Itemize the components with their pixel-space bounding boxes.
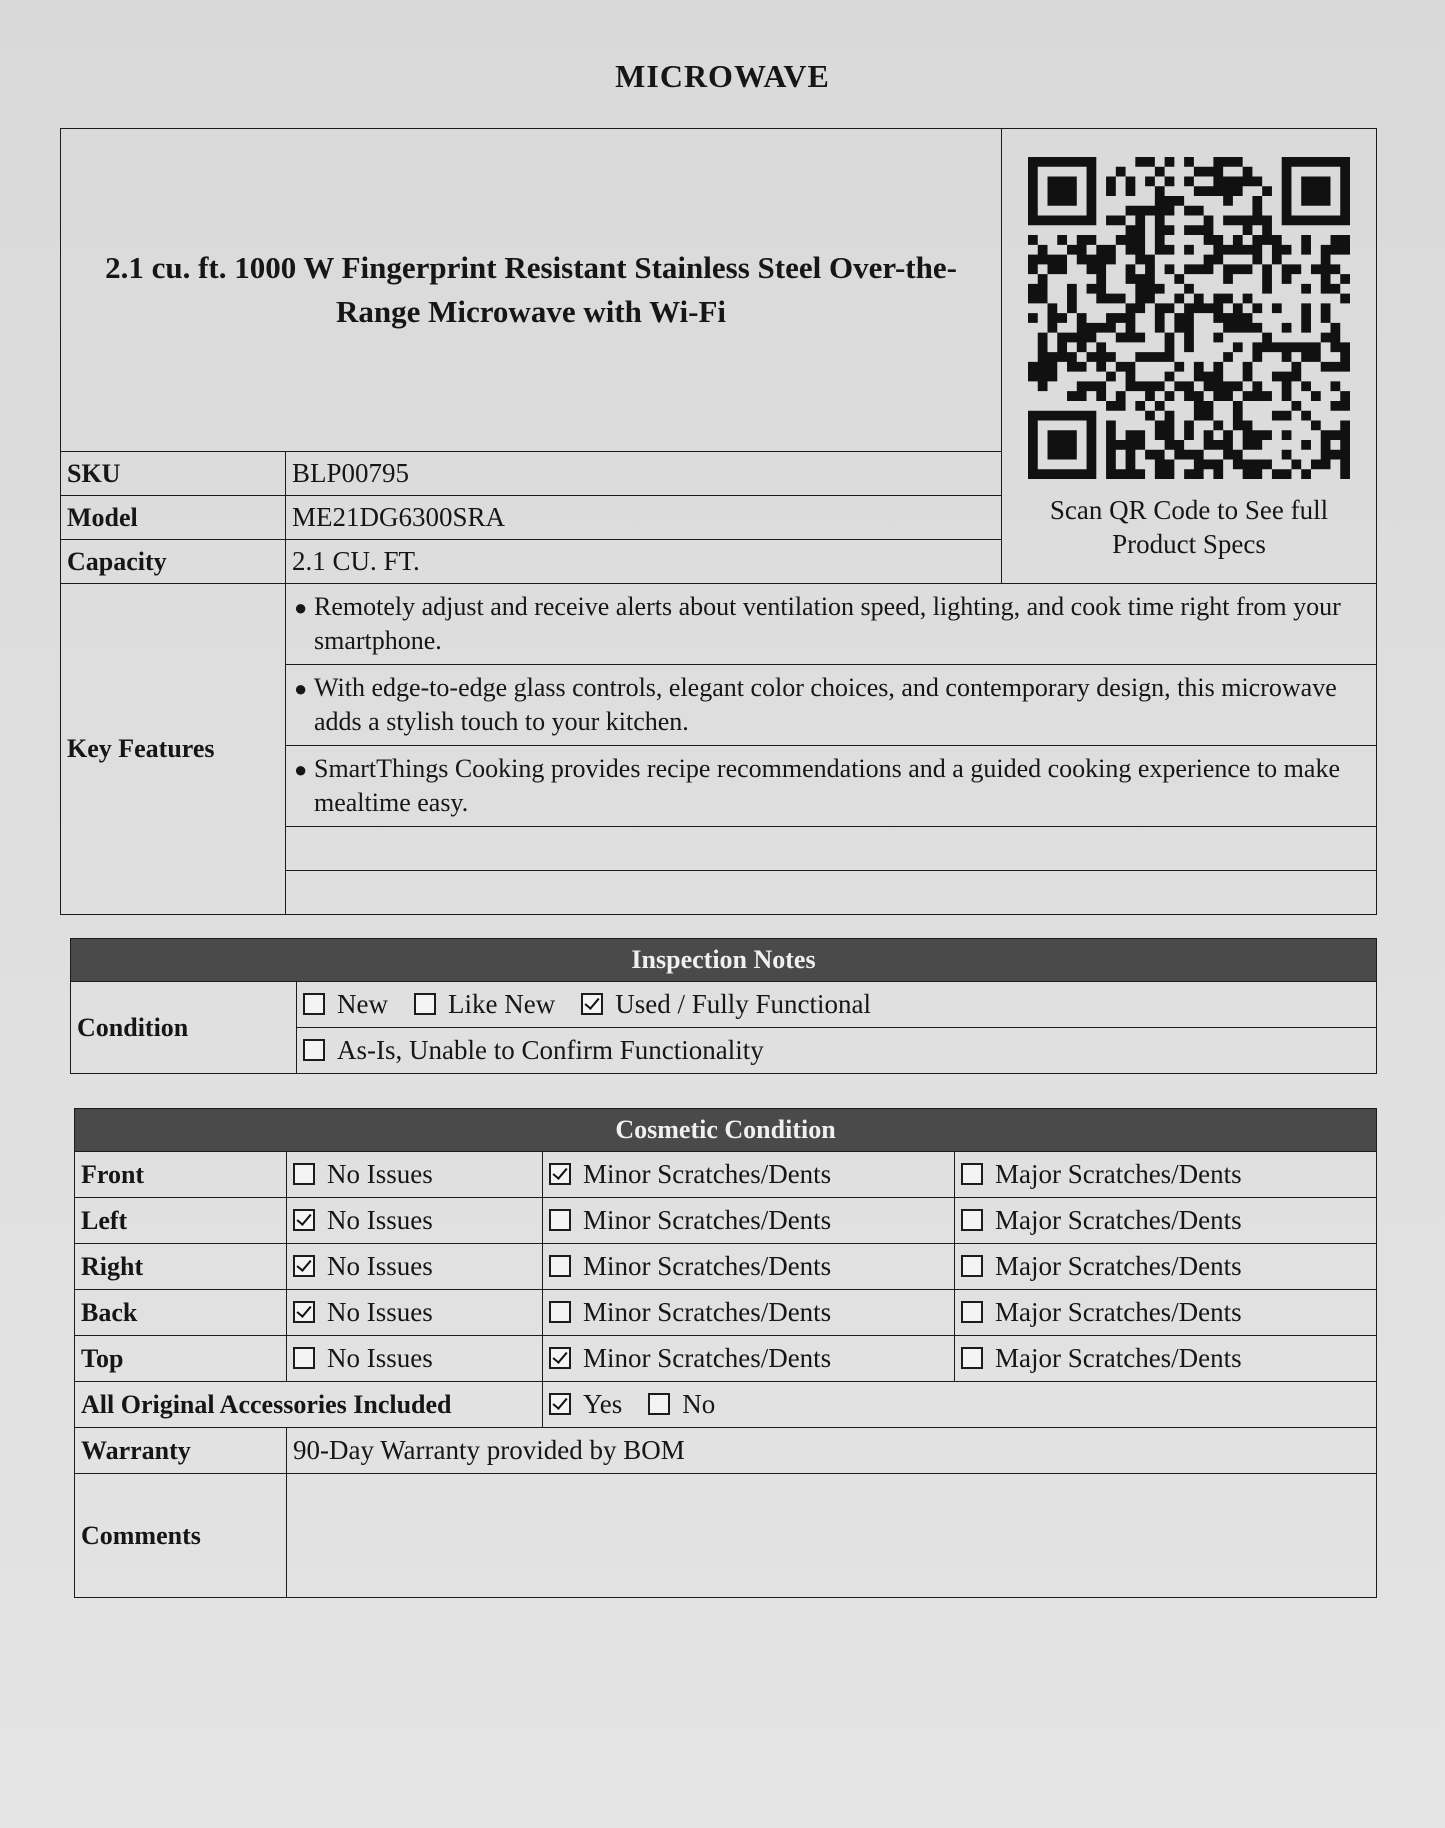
bullet-icon: ● bbox=[294, 595, 308, 620]
cosmetic-option[interactable] bbox=[287, 1290, 543, 1336]
option-label: Minor Scratches/Dents bbox=[583, 1159, 832, 1189]
checkbox-icon[interactable] bbox=[549, 1255, 571, 1277]
feature-text: SmartThings Cooking provides recipe recommendations and a guided cooking experience to make mealtime easy. bbox=[314, 754, 1340, 817]
checkbox-icon[interactable] bbox=[293, 1209, 315, 1231]
product-title: 2.1 cu. ft. 1000 W Fingerprint Resistant Stainless Steel Over-the-Range Microwave with Wi-Fi bbox=[61, 129, 1002, 452]
feature-item bbox=[286, 665, 1377, 746]
feature-item-empty bbox=[286, 871, 1377, 915]
comments-field[interactable] bbox=[287, 1474, 1377, 1598]
checkbox-icon[interactable] bbox=[648, 1393, 670, 1415]
product-table bbox=[60, 128, 1377, 915]
checkbox-icon[interactable] bbox=[293, 1163, 315, 1185]
option-label: Minor Scratches/Dents bbox=[583, 1251, 832, 1281]
spec-label-model: Model bbox=[61, 496, 286, 540]
cosmetic-option[interactable] bbox=[543, 1336, 955, 1382]
checkbox-icon[interactable] bbox=[293, 1255, 315, 1277]
spec-value-sku: BLP00795 bbox=[286, 452, 1002, 496]
checkbox-icon[interactable] bbox=[549, 1347, 571, 1369]
option-label: Like New bbox=[447, 989, 556, 1019]
condition-option-used[interactable] bbox=[581, 989, 871, 1019]
cosmetic-row-top bbox=[75, 1336, 1377, 1382]
bullet-icon: ● bbox=[294, 757, 308, 782]
qr-caption: Scan QR Code to See full Product Specs bbox=[1049, 495, 1329, 559]
cosmetic-option[interactable] bbox=[287, 1244, 543, 1290]
checkbox-icon[interactable] bbox=[961, 1209, 983, 1231]
cosmetic-option[interactable] bbox=[955, 1198, 1377, 1244]
document-title: MICROWAVE bbox=[615, 58, 830, 94]
checkbox-icon[interactable] bbox=[549, 1301, 571, 1323]
cosmetic-option[interactable] bbox=[955, 1244, 1377, 1290]
option-label: Major Scratches/Dents bbox=[995, 1205, 1242, 1235]
cosmetic-option[interactable] bbox=[543, 1198, 955, 1244]
option-label: No Issues bbox=[327, 1297, 433, 1327]
inspection-table bbox=[70, 938, 1377, 1074]
cosmetic-row-label: Left bbox=[75, 1198, 287, 1244]
checkbox-icon[interactable] bbox=[961, 1301, 983, 1323]
inspection-header: Inspection Notes bbox=[71, 939, 1377, 982]
cosmetic-row-label: Back bbox=[75, 1290, 287, 1336]
cosmetic-row-front bbox=[75, 1152, 1377, 1198]
cosmetic-header: Cosmetic Condition bbox=[75, 1109, 1377, 1152]
warranty-value: 90-Day Warranty provided by BOM bbox=[287, 1428, 1377, 1474]
checkbox-icon[interactable] bbox=[293, 1347, 315, 1369]
option-label: Minor Scratches/Dents bbox=[583, 1297, 832, 1327]
comments-label: Comments bbox=[75, 1474, 287, 1598]
option-label: New bbox=[337, 989, 388, 1019]
checkbox-icon[interactable] bbox=[961, 1347, 983, 1369]
condition-option-as-is[interactable] bbox=[303, 1035, 764, 1065]
cosmetic-option[interactable] bbox=[543, 1290, 955, 1336]
feature-item-empty bbox=[286, 827, 1377, 871]
checkbox-icon[interactable] bbox=[961, 1163, 983, 1185]
option-label: Major Scratches/Dents bbox=[995, 1343, 1242, 1373]
bullet-icon: ● bbox=[294, 676, 308, 701]
feature-item bbox=[286, 746, 1377, 827]
accessories-label: All Original Accessories Included bbox=[75, 1382, 543, 1428]
option-label: Minor Scratches/Dents bbox=[583, 1343, 832, 1373]
option-label: Major Scratches/Dents bbox=[995, 1159, 1242, 1189]
checkbox-icon[interactable] bbox=[414, 993, 436, 1015]
condition-label: Condition bbox=[71, 982, 297, 1074]
cosmetic-option[interactable] bbox=[287, 1198, 543, 1244]
checkbox-icon[interactable] bbox=[549, 1393, 571, 1415]
option-label: No Issues bbox=[327, 1205, 433, 1235]
spec-label-sku: SKU bbox=[61, 452, 286, 496]
checkbox-icon[interactable] bbox=[549, 1163, 571, 1185]
cosmetic-row-back bbox=[75, 1290, 1377, 1336]
cosmetic-option[interactable] bbox=[287, 1152, 543, 1198]
spec-value-capacity: 2.1 CU. FT. bbox=[286, 540, 1002, 584]
option-label: Yes bbox=[583, 1389, 623, 1419]
warranty-label: Warranty bbox=[75, 1428, 287, 1474]
cosmetic-option[interactable] bbox=[955, 1336, 1377, 1382]
cosmetic-row-label: Top bbox=[75, 1336, 287, 1382]
cosmetic-option[interactable] bbox=[287, 1336, 543, 1382]
option-label: No Issues bbox=[327, 1251, 433, 1281]
qr-code-icon[interactable] bbox=[1028, 157, 1350, 479]
checkbox-icon[interactable] bbox=[303, 1039, 325, 1061]
condition-options-row bbox=[297, 982, 1377, 1028]
accessories-option-no[interactable] bbox=[648, 1389, 715, 1419]
spec-value-model: ME21DG6300SRA bbox=[286, 496, 1002, 540]
feature-text: With edge-to-edge glass controls, elegant color choices, and contemporary design, this microwave adds a stylish touch to your kitchen. bbox=[314, 673, 1337, 736]
cosmetic-option[interactable] bbox=[543, 1152, 955, 1198]
option-label: Used / Fully Functional bbox=[615, 989, 871, 1019]
cosmetic-option[interactable] bbox=[955, 1290, 1377, 1336]
option-label: Major Scratches/Dents bbox=[995, 1251, 1242, 1281]
cosmetic-row-right bbox=[75, 1244, 1377, 1290]
qr-cell bbox=[1002, 129, 1377, 584]
option-label: No Issues bbox=[327, 1343, 433, 1373]
condition-option-new[interactable] bbox=[303, 989, 388, 1019]
accessories-option-yes[interactable] bbox=[549, 1389, 622, 1419]
spec-label-capacity: Capacity bbox=[61, 540, 286, 584]
checkbox-icon[interactable] bbox=[303, 993, 325, 1015]
option-label: No bbox=[682, 1389, 716, 1419]
cosmetic-row-left bbox=[75, 1198, 1377, 1244]
key-features-label: Key Features bbox=[61, 584, 286, 915]
cosmetic-rows bbox=[75, 1152, 1377, 1382]
cosmetic-row-label: Front bbox=[75, 1152, 287, 1198]
option-label: Major Scratches/Dents bbox=[995, 1297, 1242, 1327]
checkbox-icon[interactable] bbox=[961, 1255, 983, 1277]
cosmetic-row-label: Right bbox=[75, 1244, 287, 1290]
condition-options-row bbox=[297, 1028, 1377, 1074]
checkbox-icon[interactable] bbox=[581, 993, 603, 1015]
accessories-options bbox=[543, 1382, 1377, 1428]
cosmetic-table bbox=[74, 1108, 1377, 1598]
checkbox-icon[interactable] bbox=[549, 1209, 571, 1231]
cosmetic-option[interactable] bbox=[543, 1244, 955, 1290]
checkbox-icon[interactable] bbox=[293, 1301, 315, 1323]
feature-text: Remotely adjust and receive alerts about ventilation speed, lighting, and cook time right from your smartphone. bbox=[314, 592, 1341, 655]
cosmetic-option[interactable] bbox=[955, 1152, 1377, 1198]
condition-option-like-new[interactable] bbox=[414, 989, 555, 1019]
option-label: Minor Scratches/Dents bbox=[583, 1205, 832, 1235]
option-label: As-Is, Unable to Confirm Functionality bbox=[337, 1035, 764, 1065]
feature-item bbox=[286, 584, 1377, 665]
option-label: No Issues bbox=[327, 1159, 433, 1189]
